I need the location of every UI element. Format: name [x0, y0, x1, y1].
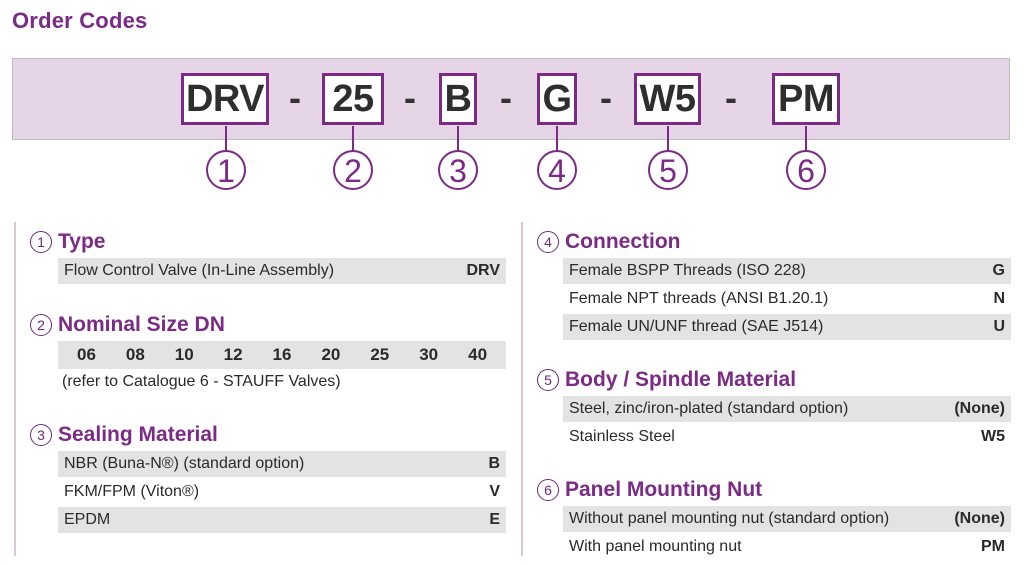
section-body-header [537, 366, 796, 394]
section-nominal-header [30, 311, 225, 339]
table-row [563, 534, 1011, 560]
section-title: Type [58, 230, 106, 253]
code-number-2: 2 [333, 150, 373, 190]
table-row [58, 451, 506, 477]
table-row [563, 314, 1011, 340]
table-row [563, 286, 1011, 312]
section-panel-header [537, 476, 762, 504]
code-number-4: 4 [537, 150, 577, 190]
section-title: Sealing Material [58, 423, 218, 446]
row-code: G [992, 262, 1005, 279]
row-code: W5 [981, 428, 1005, 445]
separator: - [600, 77, 612, 118]
size-value: 30 [419, 345, 439, 364]
section-connection-header [537, 228, 681, 256]
table-row [58, 479, 506, 505]
size-value: 20 [321, 345, 341, 364]
row-label: Flow Control Valve (In-Line Assembly) [64, 262, 335, 279]
row-label: NBR (Buna-N®) (standard option) [64, 455, 305, 472]
row-code: U [993, 318, 1005, 335]
panel-divider-left [14, 222, 16, 556]
code-box-sealing: B [439, 73, 477, 125]
row-label: FKM/FPM (Viton®) [64, 483, 200, 500]
section-title: Nominal Size DN [58, 313, 225, 336]
separator: - [725, 77, 737, 118]
code-box-panel: PM [772, 73, 840, 125]
row-code: (None) [954, 510, 1005, 527]
row-code: N [993, 290, 1005, 307]
section-number: 1 [30, 231, 52, 253]
connector-line [352, 126, 354, 151]
code-number-6: 6 [786, 150, 826, 190]
code-number-5: 5 [648, 150, 688, 190]
section-number: 3 [30, 424, 52, 446]
separator: - [500, 77, 512, 118]
section-type-header [30, 228, 105, 256]
row-code: PM [981, 538, 1005, 555]
code-number-1: 1 [206, 150, 246, 190]
code-box-type: DRV [181, 73, 269, 125]
section-title: Body / Spindle Material [565, 368, 797, 391]
row-label: Without panel mounting nut (standard option) [569, 510, 890, 527]
size-note: (refer to Catalogue 6 - STAUFF Valves) [62, 373, 341, 390]
section-number: 5 [537, 369, 559, 391]
table-row [563, 258, 1011, 284]
section-sealing-header [30, 421, 218, 449]
table-row [563, 396, 1011, 422]
row-code: (None) [954, 400, 1005, 417]
size-value: 16 [272, 345, 292, 364]
size-value: 06 [76, 345, 96, 364]
size-value: 25 [370, 345, 390, 364]
code-number-3: 3 [438, 150, 478, 190]
row-label: Female NPT threads (ANSI B1.20.1) [569, 290, 829, 307]
connector-line [556, 126, 558, 151]
section-title: Connection [565, 230, 681, 253]
row-label: Female UN/UNF thread (SAE J514) [569, 318, 824, 335]
code-box-connection: G [537, 73, 577, 125]
page-title: Order Codes [12, 8, 148, 33]
connector-line [805, 126, 807, 151]
size-value: 12 [223, 345, 243, 364]
section-number: 2 [30, 314, 52, 336]
size-value: 40 [468, 345, 488, 364]
code-box-size: 25 [322, 73, 384, 125]
section-number: 4 [537, 231, 559, 253]
section-number: 6 [537, 479, 559, 501]
separator: - [404, 77, 416, 118]
row-code: E [489, 511, 500, 528]
size-value: 10 [174, 345, 194, 364]
row-code: V [489, 483, 500, 500]
row-code: DRV [466, 262, 500, 279]
table-row [58, 258, 506, 284]
row-label: Steel, zinc/iron-plated (standard option) [569, 400, 849, 417]
row-label: Female BSPP Threads (ISO 228) [569, 262, 806, 279]
row-label: EPDM [64, 511, 111, 528]
table-row [563, 424, 1011, 450]
panel-divider-middle [521, 222, 523, 556]
code-box-body: W5 [634, 73, 701, 125]
table-row [563, 506, 1011, 532]
size-value: 08 [125, 345, 145, 364]
connector-line [225, 126, 227, 151]
connector-line [457, 126, 459, 151]
row-code: B [488, 455, 500, 472]
row-label: Stainless Steel [569, 428, 675, 445]
separator: - [289, 77, 301, 118]
table-row [58, 507, 506, 533]
row-label: With panel mounting nut [569, 538, 742, 555]
size-list [58, 341, 506, 369]
section-title: Panel Mounting Nut [565, 478, 763, 501]
connector-line [667, 126, 669, 151]
